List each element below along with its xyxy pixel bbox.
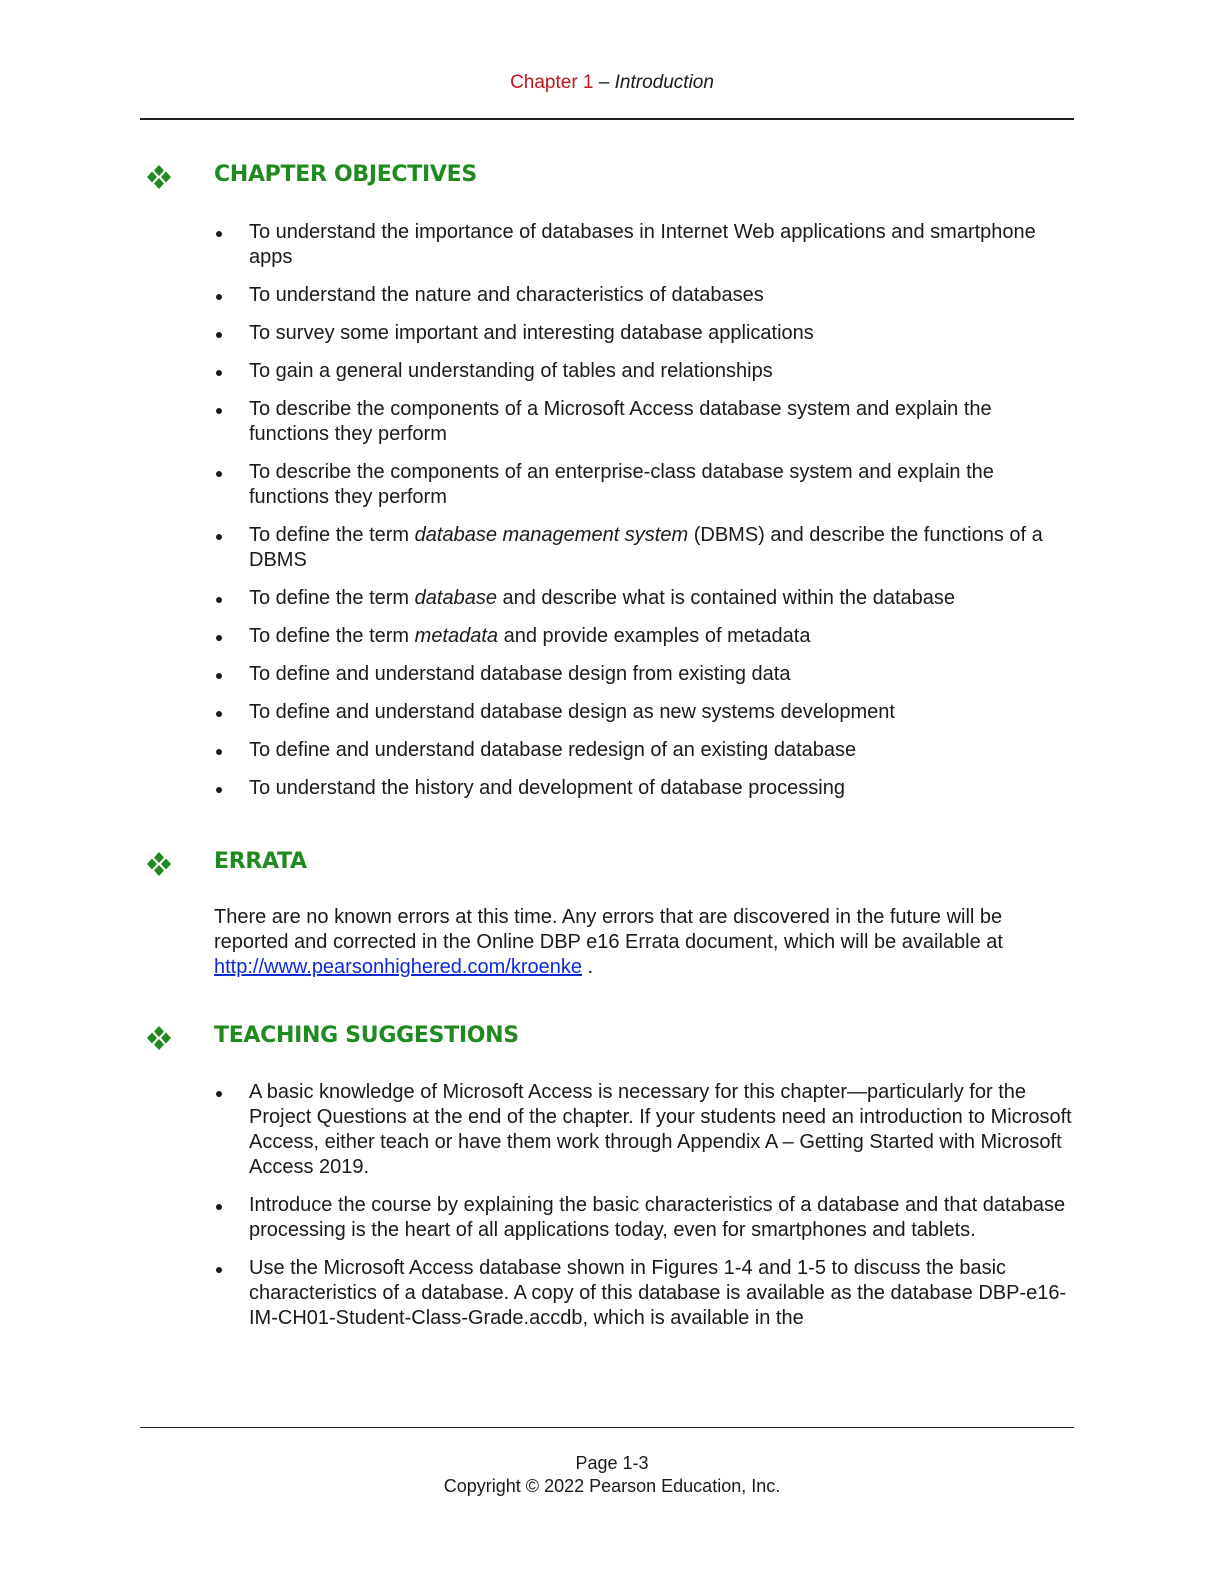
item-text-post: (DBMS) and describe the functions of a DBMS [249, 524, 1043, 571]
header-rule [140, 118, 1074, 120]
list-item [214, 397, 1074, 447]
list-item [214, 359, 1074, 384]
errata-text-end: . [581, 956, 594, 978]
copyright: Copyright © 2022 Pearson Education, Inc. [443, 1476, 781, 1496]
item-text: To understand the importance of databases in Internet Web applications and smartphone apps [249, 221, 1036, 268]
item-text: To understand the nature and characteristics of databases [249, 284, 764, 306]
section-title: ERRATA [214, 849, 307, 874]
page-number: Page 1-3 [575, 1453, 649, 1473]
item-text: To gain a general understanding of tables and relationships [249, 360, 773, 382]
list-item [214, 776, 1074, 801]
item-term: database management system [414, 524, 689, 546]
list-item: A basic knowledge of Microsoft Access is necessary for this chapter—particularly for the Project Questions at the end of the chapter. If your students need an introduction to Microsoft Access, either teach or have them work through Appendix A – Getting Started with Microsoft Access 2019. [214, 1080, 1074, 1180]
item-text: To understand the history and development of database processing [249, 777, 845, 799]
footer-rule [140, 1427, 1074, 1428]
item-text: To describe the components of an enterprise-class database system and explain the functions they perform [249, 461, 994, 508]
item-text: To define and understand database redesign of an existing database [249, 739, 857, 761]
list-item [214, 738, 1074, 763]
list-item [214, 586, 1074, 611]
errata-link[interactable]: http://www.pearsonhighered.com/kroenke [214, 956, 582, 978]
list-item [214, 283, 1074, 308]
item-text-post: and describe what is contained within the database [496, 587, 956, 609]
header-separator: – [593, 72, 615, 93]
chapter-label: Chapter 1 [510, 72, 594, 93]
list-item [214, 321, 1074, 346]
list-item [214, 662, 1074, 687]
chapter-title: Introduction [614, 72, 714, 93]
errata-paragraph [214, 905, 1074, 980]
list-item [214, 220, 1074, 270]
item-term: metadata [414, 625, 499, 647]
section-title: TEACHING SUGGESTIONS [214, 1023, 519, 1048]
item-text: To define the term [249, 625, 415, 647]
four-diamond-icon [145, 1025, 173, 1051]
list-item: Use the Microsoft Access database shown in Figures 1-4 and 1-5 to discuss the basic characteristics of a database. A copy of this database is available as the database DBP-e16-IM-CH01-Student-Class-Grade.accdb, which is available in the [214, 1256, 1074, 1331]
item-text: To describe the components of a Microsoft Access database system and explain the functions they perform [249, 398, 992, 445]
item-text: To survey some important and interesting database applications [249, 322, 814, 344]
objectives-list [214, 220, 1074, 814]
section-title: CHAPTER OBJECTIVES [214, 162, 477, 187]
list-item [214, 624, 1074, 649]
list-item [214, 700, 1074, 725]
item-text: To define the term [249, 587, 415, 609]
list-item [214, 460, 1074, 510]
item-text-post: and provide examples of metadata [498, 625, 811, 647]
errata-text: There are no known errors at this time. Any errors that are discovered in the future will be reported and corrected in the Online DBP e16 Errata document, which will be available at [214, 906, 1003, 953]
list-item: Introduce the course by explaining the basic characteristics of a database and that database processing is the heart of all applications today, even for smartphones and tablets. [214, 1193, 1074, 1243]
item-term: database [414, 587, 497, 609]
item-text: To define and understand database design as new systems development [249, 701, 895, 723]
teaching-list [214, 1080, 1074, 1344]
page-header [0, 72, 1224, 94]
four-diamond-icon [145, 851, 173, 877]
item-text: To define and understand database design from existing data [249, 663, 791, 685]
list-item [214, 523, 1074, 573]
four-diamond-icon [145, 164, 173, 190]
page-footer [0, 1452, 1224, 1498]
item-text: To define the term [249, 524, 415, 546]
